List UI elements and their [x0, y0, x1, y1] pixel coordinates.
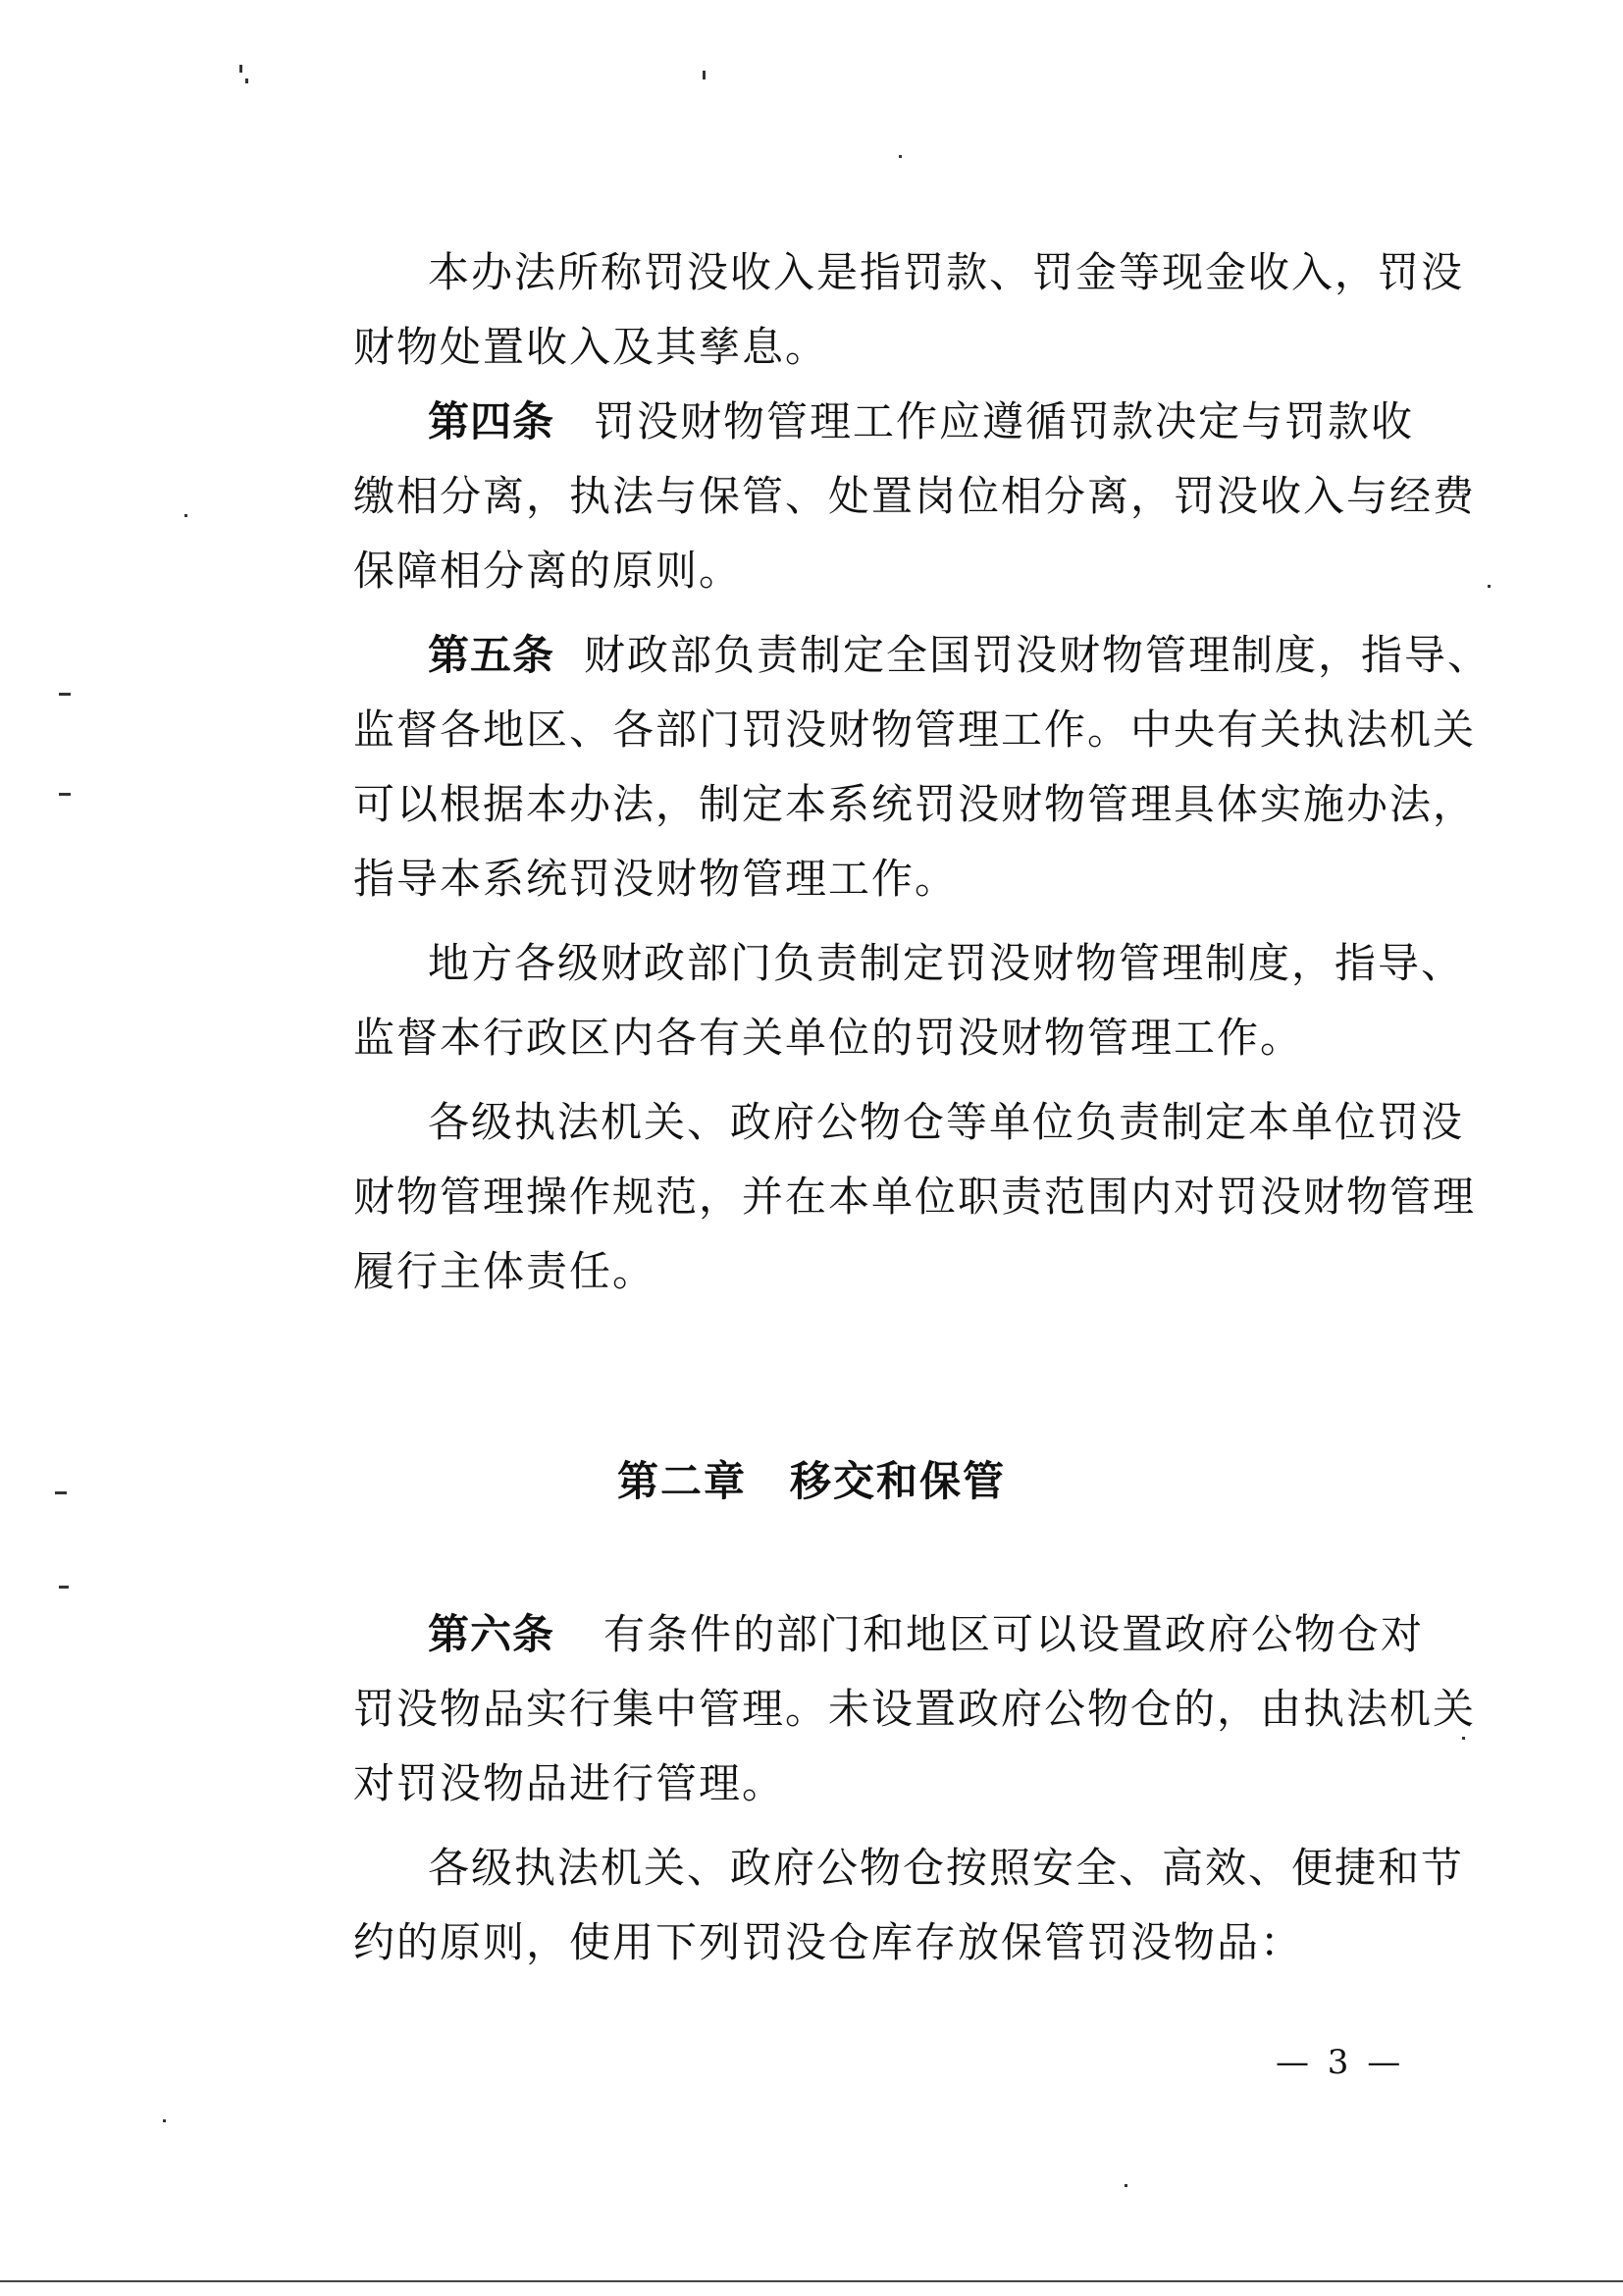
- scan-speck: [59, 793, 71, 796]
- chapter-heading: [0, 1456, 1623, 1507]
- paragraph-line: 本办法所称罚没收入是指罚款、罚金等现金收入，罚没: [428, 248, 1465, 296]
- paragraph-line: 履行主体责任。: [353, 1247, 656, 1295]
- paragraph-line: 财物管理操作规范，并在本单位职责范围内对罚没财物管理: [353, 1173, 1477, 1221]
- scan-speck: [245, 78, 248, 83]
- page-number: — 3 —: [1276, 2043, 1405, 2082]
- paragraph-line: 各级执法机关、政府公物仓等单位负责制定本单位罚没: [428, 1098, 1465, 1146]
- paragraph-line: 地方各级财政部门负责制定罚没财物管理制度，指导、: [428, 939, 1465, 987]
- scan-speck: [184, 514, 187, 517]
- paragraph-line: 约的原则，使用下列罚没仓库存放保管罚没物品：: [353, 1918, 1304, 1966]
- article-label: 第六条: [428, 1610, 555, 1658]
- paragraph-line: 财政部负责制定全国罚没财物管理制度，指导、: [584, 631, 1492, 679]
- paragraph-line: 对罚没物品进行管理。: [353, 1759, 786, 1807]
- scan-speck: [239, 65, 242, 73]
- scan-speck: [1462, 1737, 1465, 1740]
- scan-speck: [163, 2119, 166, 2122]
- paragraph-line: 罚没财物管理工作应遵循罚款决定与罚款收: [594, 397, 1415, 445]
- chapter-title: 移交和保管: [790, 1457, 1007, 1505]
- chapter-number: 第二章: [616, 1457, 747, 1505]
- article-label: 第四条: [428, 397, 555, 445]
- article-4: [428, 396, 1414, 447]
- scan-speck: [703, 71, 706, 79]
- article-label: 第五条: [428, 631, 555, 679]
- scan-speck: [899, 155, 902, 158]
- paragraph-line: 保障相分离的原则。: [353, 547, 743, 595]
- paragraph-line: 缴相分离，执法与保管、处置岗位相分离，罚没收入与经费: [353, 472, 1477, 520]
- scan-speck: [1488, 585, 1491, 588]
- paragraph-line: 各级执法机关、政府公物仓按照安全、高效、便捷和节: [428, 1844, 1465, 1892]
- paragraph-line: 指导本系统罚没财物管理工作。: [353, 855, 959, 903]
- scan-speck: [59, 1586, 69, 1589]
- scan-speck: [55, 1491, 67, 1494]
- scan-speck: [59, 693, 71, 696]
- paragraph-line: 可以根据本办法，制定本系统罚没财物管理具体实施办法，: [353, 780, 1477, 828]
- paragraph-line: 监督本行政区内各有关单位的罚没财物管理工作。: [353, 1014, 1304, 1062]
- article-6: [428, 1609, 1424, 1660]
- paragraph-line: 有条件的部门和地区可以设置政府公物仓对: [603, 1610, 1425, 1658]
- paragraph-line: 财物处置收入及其孳息。: [353, 323, 829, 371]
- paragraph-line: 罚没物品实行集中管理。未设置政府公物仓的，由执法机关: [353, 1685, 1477, 1733]
- article-5: [428, 630, 1491, 681]
- scan-speck: [1125, 2184, 1127, 2187]
- scan-edge-line: [0, 2280, 1623, 2282]
- paragraph-line: 监督各地区、各部门罚没财物管理工作。中央有关执法机关: [353, 705, 1477, 754]
